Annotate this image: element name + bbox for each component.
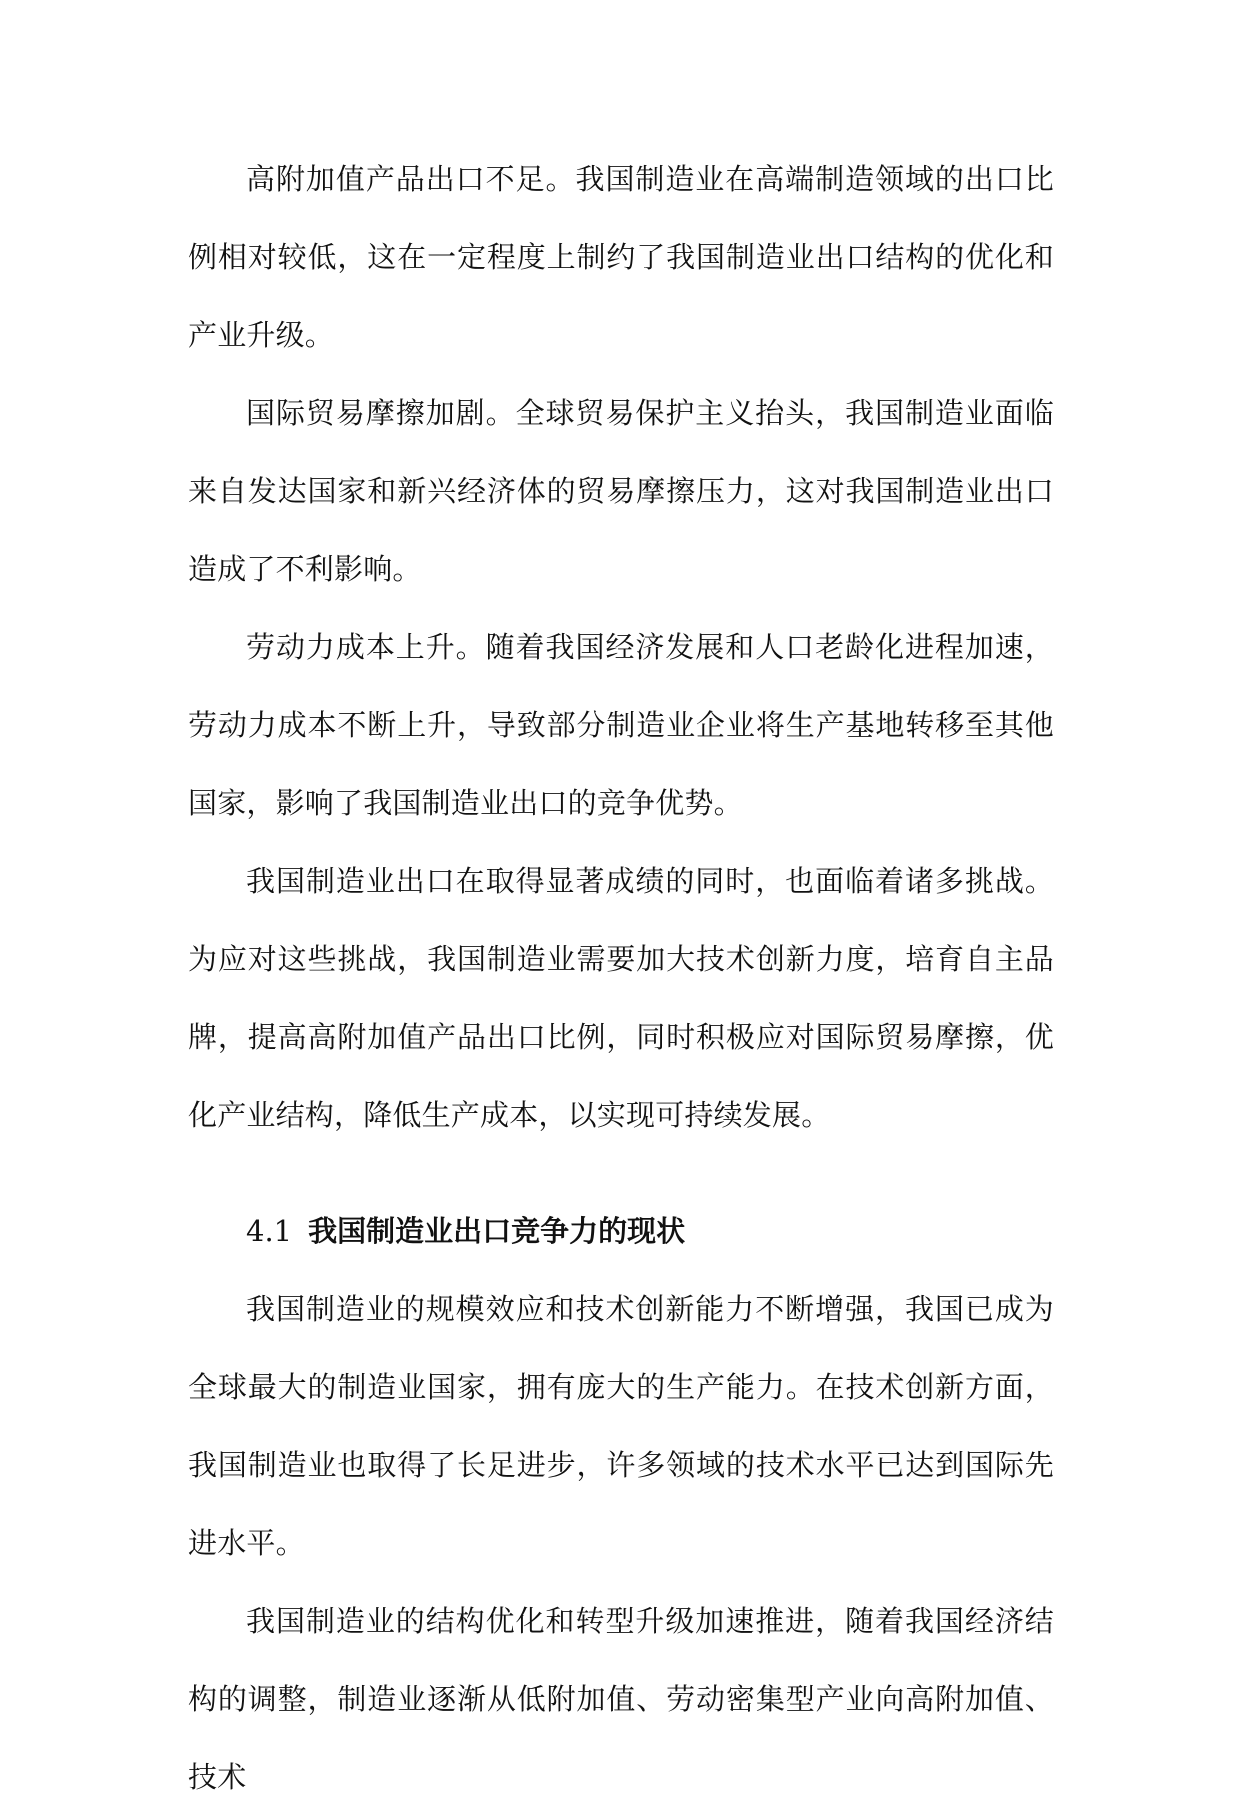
paragraph-labor-cost: 劳动力成本上升。随着我国经济发展和人口老龄化进程加速，劳动力成本不断上升，导致部分制造业企业将生产基地转移至其他国家，影响了我国制造业出口的竞争优势。 — [188, 630, 1054, 820]
section-title: 我国制造业出口竞争力的现状 — [308, 1214, 686, 1248]
paragraph-trade-friction: 国际贸易摩擦加剧。全球贸易保护主义抬头，我国制造业面临来自发达国家和新兴经济体的贸易摩擦压力，这对我国制造业出口造成了不利影响。 — [188, 396, 1054, 586]
paragraph-high-value-exports: 高附加值产品出口不足。我国制造业在高端制造领域的出口比例相对较低，这在一定程度上制约了我国制造业出口结构的优化和产业升级。 — [188, 162, 1054, 352]
section-number: 4.1 — [246, 1214, 293, 1248]
paragraph-structure-upgrade: 我国制造业的结构优化和转型升级加速推进，随着我国经济结构的调整，制造业逐渐从低附加值、劳动密集型产业向高附加值、技术 — [188, 1604, 1054, 1794]
paragraph-challenges-summary: 我国制造业出口在取得显著成绩的同时，也面临着诸多挑战。为应对这些挑战，我国制造业需要加大技术创新力度，培育自主品牌，提高高附加值产品出口比例，同时积极应对国际贸易摩擦，优化产业结构，降低生产成本，以实现可持续发展。 — [188, 864, 1054, 1132]
paragraph-scale-innovation: 我国制造业的规模效应和技术创新能力不断增强，我国已成为全球最大的制造业国家，拥有庞大的生产能力。在技术创新方面，我国制造业也取得了长足进步，许多领域的技术水平已达到国际先进水平。 — [188, 1292, 1054, 1560]
section-heading — [188, 1192, 1054, 1270]
document-body — [188, 140, 1054, 1816]
